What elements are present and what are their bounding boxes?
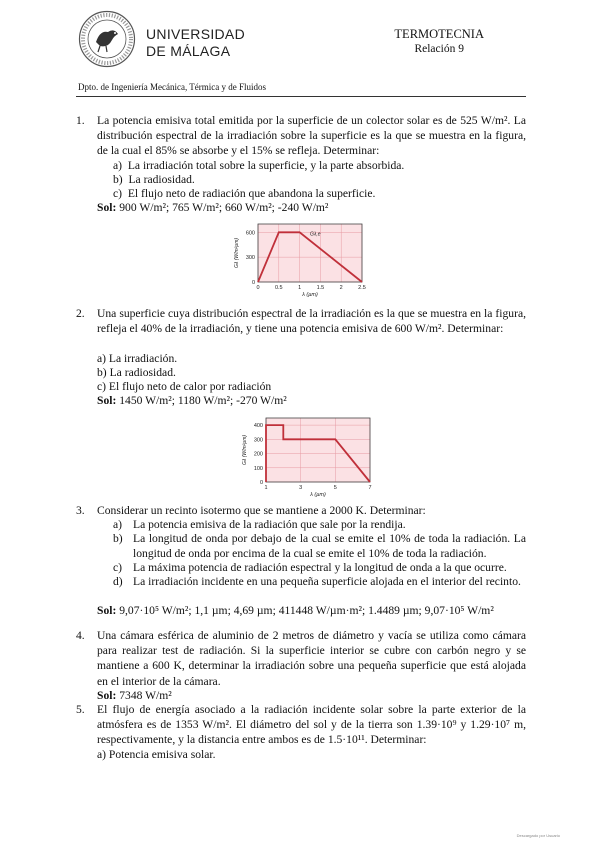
x-axis-label: λ (µm) <box>310 492 326 498</box>
plot-background <box>266 418 370 482</box>
problem-1-text <box>97 113 526 159</box>
problem-3-item-b <box>113 531 526 561</box>
item-text: La longitud de onda por debajo de la cual se emite el 10% de toda la radiación. La longitud de onda por encima de la cual se emite el 10% de toda la radiación. <box>133 532 526 561</box>
problem-3-statement: Considerar un recinto isotermo que se mantiene a 2000 K. Determinar: <box>97 504 426 517</box>
solution-text: 1450 W/m²; 1180 W/m²; -270 W/m² <box>119 394 287 407</box>
problem-2-item-c <box>97 379 271 394</box>
problem-5-item-a <box>97 747 216 762</box>
y-axis-label: Gλ (W/m²µm) <box>234 237 240 269</box>
y-tick-label: 400 <box>253 423 263 430</box>
item-text: El flujo neto de radiación que abandona la superficie. <box>127 187 376 200</box>
spectral-irradiation-chart-2 <box>236 414 376 502</box>
x-tick-label: 7 <box>368 485 372 491</box>
y-tick-label: 100 <box>253 465 263 472</box>
problem-1-item-b <box>113 172 195 187</box>
spectral-irradiation-chart-1 <box>228 218 378 300</box>
problem-1-solution <box>97 200 328 215</box>
item-text: La irradiación incidente en una pequeña superficie alojada en el interior del recinto. <box>133 575 521 588</box>
problem-5-number: 5. <box>76 703 85 716</box>
item-label: b) <box>113 173 123 186</box>
solution-label: Sol: <box>97 604 117 617</box>
problem-3-item-c <box>113 560 526 575</box>
item-label: a) <box>113 159 123 172</box>
problem-2-solution <box>97 393 287 408</box>
item-text: La radiosidad. <box>128 173 195 186</box>
problem-4-statement: Una cámara esférica de aluminio de 2 metros de diámetro y vacía se utiliza como cámara para realizar test de radiación. Si la superficie interior se cubre con carbón negro y se mantiene a 600 K, determinar la irradiación sobre una pequeña superficie que está alojada en el interior de la cámara. <box>97 629 526 688</box>
problem-1-item-c <box>113 186 375 201</box>
item-label: c) <box>113 561 123 574</box>
y-tick-label: 200 <box>253 451 263 458</box>
solution-label: Sol: <box>97 394 117 407</box>
item-text: El flujo neto de calor por radiación <box>108 380 272 393</box>
problem-1-number: 1. <box>76 114 85 127</box>
series-annotation-label: Gλ,e <box>310 231 321 238</box>
y-tick-label: 0 <box>259 480 263 486</box>
problem-4-number: 4. <box>76 629 85 642</box>
department-name: Dpto. de Ingeniería Mecánica, Térmica y de Fluidos <box>78 82 267 92</box>
item-text: La irradiación total sobre la superficie, y la parte absorbida. <box>127 159 405 172</box>
problem-2-item-b <box>97 365 176 380</box>
y-tick-label: 300 <box>253 437 263 444</box>
x-tick-label: 2 <box>339 285 343 291</box>
item-label: b) <box>113 532 123 545</box>
university-line1: UNIVERSIDAD <box>146 26 245 42</box>
x-tick-label: 1.5 <box>316 285 325 291</box>
problem-2-item-a <box>97 351 177 366</box>
problem-3-number: 3. <box>76 504 85 517</box>
problem-4-solution <box>97 688 172 703</box>
university-name <box>146 26 245 60</box>
problem-3-item-d <box>113 574 526 589</box>
x-tick-label: 5 <box>333 485 337 491</box>
download-footer: Descargado por Usuario <box>516 833 560 838</box>
solution-text: 900 W/m²; 765 W/m²; 660 W/m²; -240 W/m² <box>119 201 329 214</box>
problem-2-statement: Una superficie cuya distribución espectral de la irradiación es la que se muestra en la figura, refleja el 40% de la irradiación, y tiene una potencia emisiva de 600 W/m². Determinar: <box>97 307 526 336</box>
problem-2-text <box>97 306 526 336</box>
y-tick-label: 300 <box>245 255 255 262</box>
x-tick-label: 1 <box>264 485 268 491</box>
y-tick-label: 600 <box>245 230 255 237</box>
x-tick-label: 2.5 <box>358 285 366 291</box>
item-label: a) <box>113 518 123 531</box>
subject-title: TERMOTECNIA <box>394 27 484 41</box>
item-label: b) <box>97 366 107 379</box>
problem-3-item-a <box>113 517 526 532</box>
solution-label: Sol: <box>97 689 117 702</box>
x-tick-label: 3 <box>299 485 303 491</box>
problem-1-item-a <box>113 158 404 173</box>
solution-text: 9,07·10⁵ W/m²; 1,1 µm; 4,69 µm; 411448 W/µm·m²; 1.4489 µm; 9,07·10⁵ W/m² <box>119 604 494 617</box>
item-text: La irradiación. <box>108 352 178 365</box>
solution-text: 7348 W/m² <box>119 689 172 702</box>
y-axis-label: Gλ (W/m²µm) <box>242 434 248 466</box>
solution-label: Sol: <box>97 201 117 214</box>
item-label: c) <box>113 187 123 200</box>
item-label: c) <box>97 380 107 393</box>
item-text: La potencia emisiva de la radiación que sale por la rendija. <box>133 518 406 531</box>
x-tick-label: 0.5 <box>274 285 283 291</box>
item-label: a) <box>97 352 107 365</box>
problem-3-solution <box>97 603 494 618</box>
relation-number: Relación 9 <box>414 43 464 55</box>
subject-header <box>394 27 484 57</box>
item-text: La radiosidad. <box>109 366 176 379</box>
university-line2: DE MÁLAGA <box>146 43 231 59</box>
item-label: d) <box>113 575 123 588</box>
problem-1-statement: La potencia emisiva total emitida por la superficie de un colector solar es de 525 W/m². La distribución espectral de la irradiación sobre la superficie es la que se muestra en la figura, de la cual el 85% se absorbe y el 15% se refleja. Determinar: <box>97 114 526 158</box>
header-divider <box>76 96 526 97</box>
problem-5-statement: El flujo de energía asociado a la radiación incidente solar sobre la parte exterior de la atmósfera es de 1353 W/m². El diámetro del sol y de la tierra son 1.39·10⁹ y 1.29·10⁷ m, respectivamente, y la distancia entre ambos es de 1.5·10¹¹. Determinar: <box>97 703 526 747</box>
university-seal-logo <box>78 10 136 68</box>
problem-2-number: 2. <box>76 307 85 320</box>
item-text: Potencia emisiva solar. <box>108 748 216 761</box>
x-axis-label: λ (µm) <box>302 292 318 298</box>
x-tick-label: 0 <box>256 285 260 291</box>
item-label: a) <box>97 748 107 761</box>
x-tick-label: 1 <box>298 285 302 291</box>
item-text: La máxima potencia de radiación espectral y la longitud de onda a la que ocurre. <box>133 561 507 574</box>
y-tick-label: 0 <box>251 280 255 286</box>
